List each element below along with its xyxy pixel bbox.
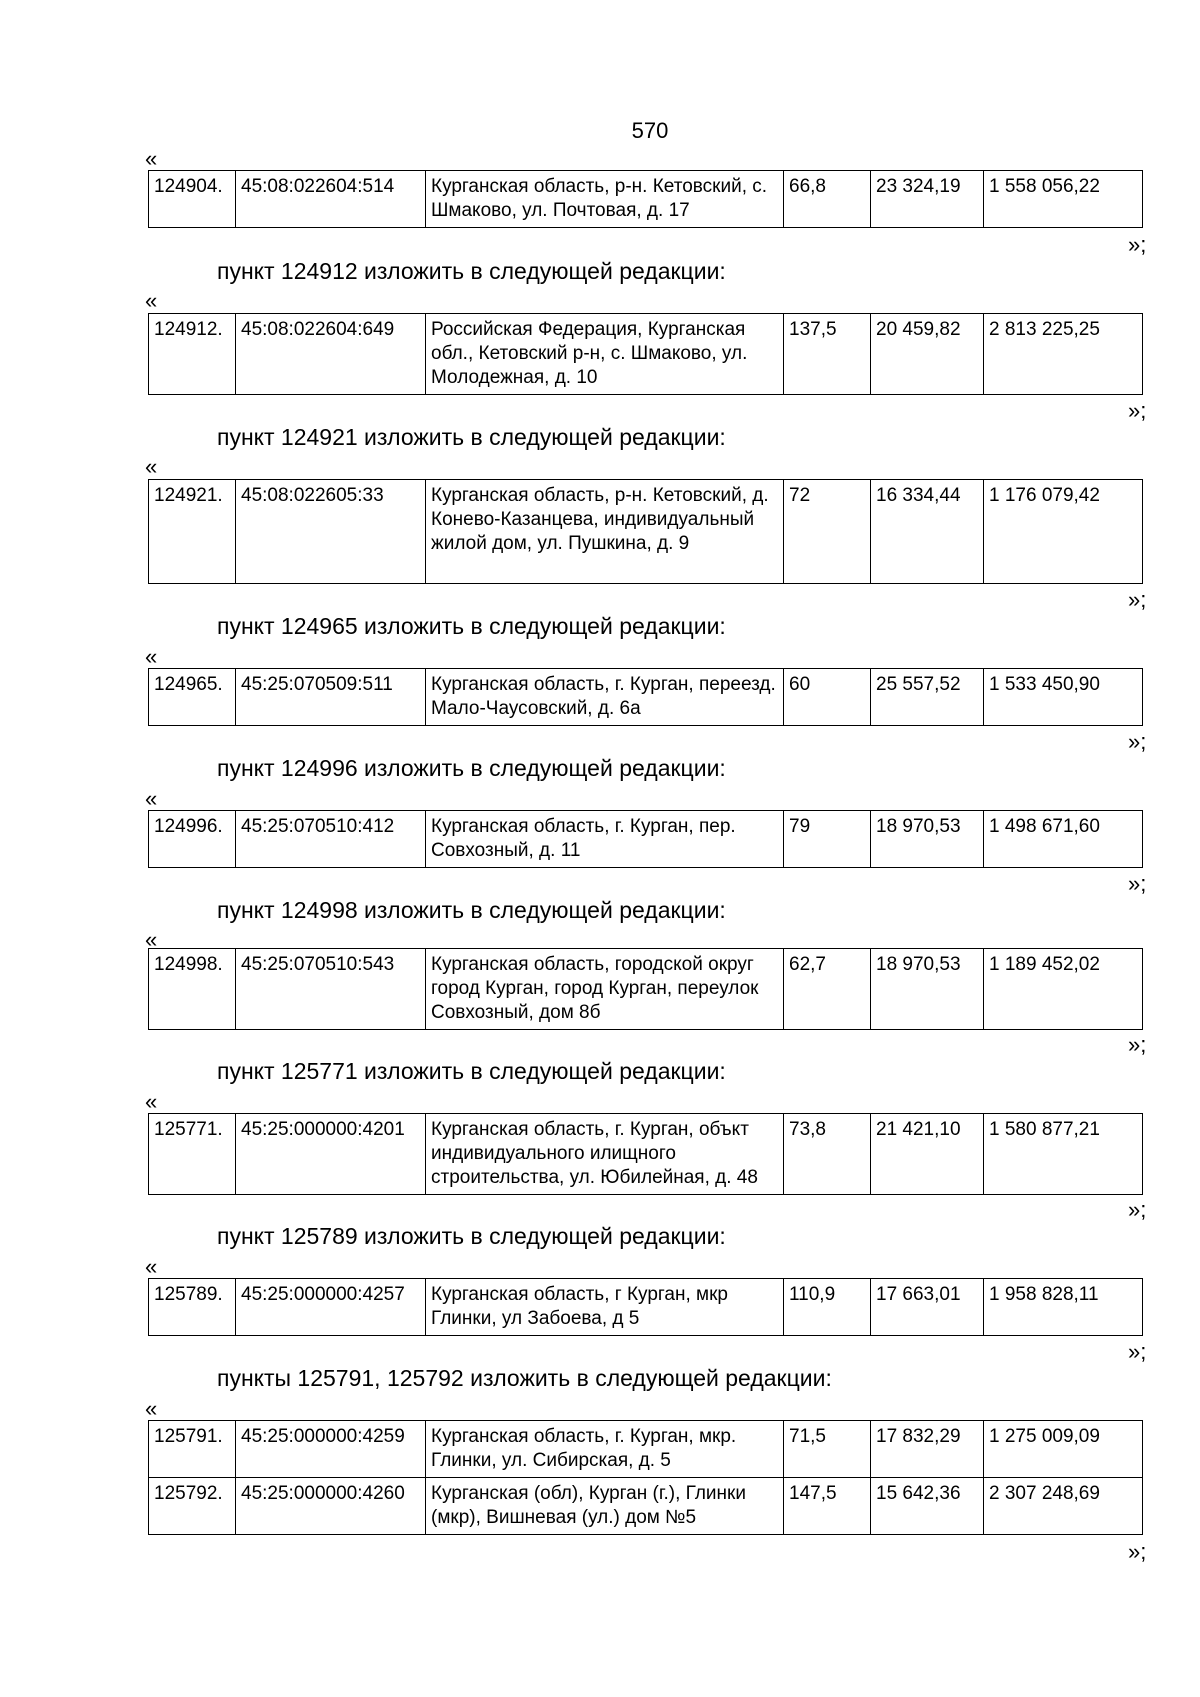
area: 60 xyxy=(784,669,871,726)
item-number: 124998. xyxy=(149,949,236,1030)
cadastral-number: 45:25:070510:543 xyxy=(236,949,426,1030)
record-table xyxy=(148,668,1143,726)
quote-open: « xyxy=(145,1254,158,1279)
item-number: 125789. xyxy=(149,1279,236,1336)
cadastral-number: 45:25:000000:4201 xyxy=(236,1114,426,1195)
total-value: 2 307 248,69 xyxy=(984,1478,1143,1535)
total-value: 1 275 009,09 xyxy=(984,1421,1143,1478)
quote-open: « xyxy=(145,1396,158,1421)
address: Курганская область, р-н. Кетовский, д. Конево-Казанцева, индивидуальный жилой дом, ул. Пушкина, д. 9 xyxy=(426,480,784,584)
area: 110,9 xyxy=(784,1279,871,1336)
quote-open: « xyxy=(145,786,158,811)
record-table xyxy=(148,1113,1143,1195)
item-title: пункт 125771 изложить в следующей редакции: xyxy=(217,1058,726,1084)
unit-price: 23 324,19 xyxy=(871,171,984,228)
area: 72 xyxy=(784,480,871,584)
record-table xyxy=(148,1420,1143,1535)
item-number: 124921. xyxy=(149,480,236,584)
page-number: 570 xyxy=(631,118,669,143)
quote-open: « xyxy=(145,1089,158,1114)
unit-price: 25 557,52 xyxy=(871,669,984,726)
record-table xyxy=(148,170,1143,228)
address: Курганская область, г. Курган, пер. Совхозный, д. 11 xyxy=(426,811,784,868)
record-table xyxy=(148,810,1143,868)
address: Курганская (обл), Курган (г.), Глинки (мкр), Вишневая (ул.) дом №5 xyxy=(426,1478,784,1535)
cadastral-number: 45:25:070510:412 xyxy=(236,811,426,868)
cadastral-number: 45:25:000000:4259 xyxy=(236,1421,426,1478)
record-table xyxy=(148,948,1143,1030)
unit-price: 21 421,10 xyxy=(871,1114,984,1195)
area: 137,5 xyxy=(784,314,871,395)
table-row xyxy=(149,1114,1143,1195)
table-row xyxy=(149,1478,1143,1535)
quote-close: »; xyxy=(1128,729,1147,754)
total-value: 1 558 056,22 xyxy=(984,171,1143,228)
unit-price: 17 663,01 xyxy=(871,1279,984,1336)
area: 62,7 xyxy=(784,949,871,1030)
table-row xyxy=(149,1421,1143,1478)
item-number: 125771. xyxy=(149,1114,236,1195)
record-table xyxy=(148,1278,1143,1336)
item-number: 125792. xyxy=(149,1478,236,1535)
unit-price: 16 334,44 xyxy=(871,480,984,584)
item-number: 124912. xyxy=(149,314,236,395)
area: 79 xyxy=(784,811,871,868)
address: Курганская область, г Курган, мкр Глинки, ул Забоева, д 5 xyxy=(426,1279,784,1336)
total-value: 1 498 671,60 xyxy=(984,811,1143,868)
item-title: пункт 124912 изложить в следующей редакции: xyxy=(217,258,726,284)
unit-price: 20 459,82 xyxy=(871,314,984,395)
cadastral-number: 45:08:022604:514 xyxy=(236,171,426,228)
table-row xyxy=(149,171,1143,228)
item-title: пункт 124998 изложить в следующей редакции: xyxy=(217,897,726,923)
quote-close: »; xyxy=(1128,1339,1147,1364)
total-value: 1 580 877,21 xyxy=(984,1114,1143,1195)
total-value: 1 533 450,90 xyxy=(984,669,1143,726)
quote-close: »; xyxy=(1128,587,1147,612)
table-row xyxy=(149,949,1143,1030)
quote-close: »; xyxy=(1128,398,1147,423)
address: Курганская область, г. Курган, мкр. Глинки, ул. Сибирская, д. 5 xyxy=(426,1421,784,1478)
item-number: 125791. xyxy=(149,1421,236,1478)
cadastral-number: 45:25:070509:511 xyxy=(236,669,426,726)
quote-close: »; xyxy=(1128,1197,1147,1222)
cadastral-number: 45:08:022604:649 xyxy=(236,314,426,395)
table-row xyxy=(149,480,1143,584)
cadastral-number: 45:08:022605:33 xyxy=(236,480,426,584)
cadastral-number: 45:25:000000:4257 xyxy=(236,1279,426,1336)
quote-close: »; xyxy=(1128,232,1147,257)
total-value: 1 176 079,42 xyxy=(984,480,1143,584)
unit-price: 15 642,36 xyxy=(871,1478,984,1535)
quote-close: »; xyxy=(1128,871,1147,896)
total-value: 2 813 225,25 xyxy=(984,314,1143,395)
record-table xyxy=(148,313,1143,395)
table-row xyxy=(149,669,1143,726)
cadastral-number: 45:25:000000:4260 xyxy=(236,1478,426,1535)
total-value: 1 189 452,02 xyxy=(984,949,1143,1030)
quote-open: « xyxy=(145,146,158,171)
item-number: 124904. xyxy=(149,171,236,228)
table-row xyxy=(149,314,1143,395)
table-row xyxy=(149,811,1143,868)
item-number: 124965. xyxy=(149,669,236,726)
area: 147,5 xyxy=(784,1478,871,1535)
item-number: 124996. xyxy=(149,811,236,868)
quote-open: « xyxy=(145,644,158,669)
address: Курганская область, городской округ город Курган, город Курган, переулок Совхозный, дом 8б xyxy=(426,949,784,1030)
area: 73,8 xyxy=(784,1114,871,1195)
quote-open: « xyxy=(145,927,158,952)
record-table xyxy=(148,479,1143,584)
unit-price: 18 970,53 xyxy=(871,811,984,868)
address: Российская Федерация, Курганская обл., Кетовский р-н, с. Шмаково, ул. Молодежная, д. 10 xyxy=(426,314,784,395)
item-title: пункты 125791, 125792 изложить в следующей редакции: xyxy=(217,1365,832,1391)
quote-open: « xyxy=(145,454,158,479)
area: 71,5 xyxy=(784,1421,871,1478)
unit-price: 17 832,29 xyxy=(871,1421,984,1478)
table-row xyxy=(149,1279,1143,1336)
quote-open: « xyxy=(145,288,158,313)
item-title: пункт 124965 изложить в следующей редакции: xyxy=(217,613,726,639)
address: Курганская область, р-н. Кетовский, с. Шмаково, ул. Почтовая, д. 17 xyxy=(426,171,784,228)
item-title: пункт 124921 изложить в следующей редакции: xyxy=(217,424,726,450)
item-title: пункт 124996 изложить в следующей редакции: xyxy=(217,755,726,781)
address: Курганская область, г. Курган, объкт индивидуального илищного строительства, ул. Юбилейная, д. 48 xyxy=(426,1114,784,1195)
unit-price: 18 970,53 xyxy=(871,949,984,1030)
total-value: 1 958 828,11 xyxy=(984,1279,1143,1336)
item-title: пункт 125789 изложить в следующей редакции: xyxy=(217,1223,726,1249)
quote-close: »; xyxy=(1128,1032,1147,1057)
area: 66,8 xyxy=(784,171,871,228)
quote-close: »; xyxy=(1128,1539,1147,1564)
address: Курганская область, г. Курган, переезд. Мало-Чаусовский, д. 6а xyxy=(426,669,784,726)
